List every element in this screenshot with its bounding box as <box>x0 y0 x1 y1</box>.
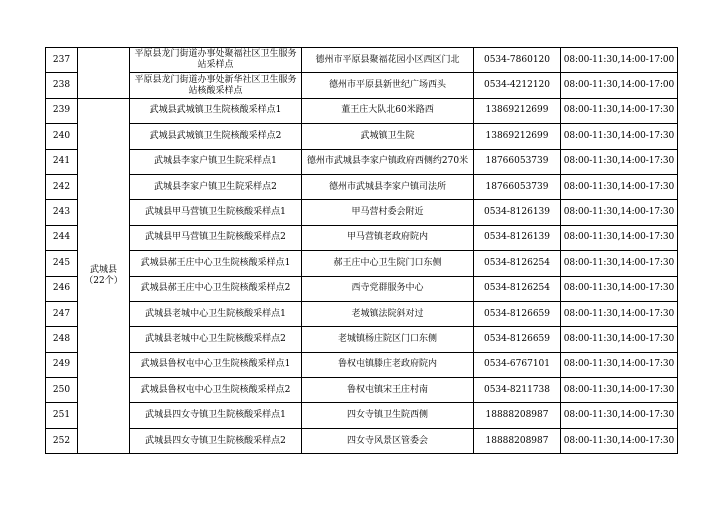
site-address: 郝王庄中心卫生院门口东侧 <box>302 251 474 276</box>
site-name: 武城县四女寺镇卫生院核酸采样点2 <box>130 428 302 453</box>
site-name: 武城县李家户镇卫生院采样点1 <box>130 149 302 174</box>
row-index: 246 <box>46 276 78 301</box>
site-phone: 0534-8126139 <box>474 200 561 225</box>
county-cell-prev <box>78 48 130 99</box>
table-row <box>46 403 678 428</box>
site-hours: 08:00-11:30,14:00-17:30 <box>561 378 678 403</box>
site-phone: 18766053739 <box>474 174 561 199</box>
table-row <box>46 301 678 326</box>
site-address: 四女寺镇卫生院西侧 <box>302 403 474 428</box>
site-hours: 08:00-11:30,14:00-17:00 <box>561 73 678 98</box>
site-phone: 0534-8126254 <box>474 276 561 301</box>
site-hours: 08:00-11:30,14:00-17:30 <box>561 200 678 225</box>
site-address: 德州市平原县新世纪广场西头 <box>302 73 474 98</box>
table-row <box>46 48 678 73</box>
row-index: 247 <box>46 301 78 326</box>
site-phone: 0534-8126659 <box>474 301 561 326</box>
site-address: 甲马营村委会附近 <box>302 200 474 225</box>
row-index: 249 <box>46 352 78 377</box>
site-address: 德州市武城县李家户镇司法所 <box>302 174 474 199</box>
site-phone: 0534-7860120 <box>474 48 561 73</box>
site-hours: 08:00-11:30,14:00-17:30 <box>561 251 678 276</box>
table-row <box>46 174 678 199</box>
site-address: 甲马营镇老政府院内 <box>302 225 474 250</box>
site-hours: 08:00-11:30,14:00-17:30 <box>561 276 678 301</box>
site-name: 武城县甲马营镇卫生院核酸采样点2 <box>130 225 302 250</box>
table-row <box>46 327 678 352</box>
site-hours: 08:00-11:30,14:00-17:30 <box>561 124 678 149</box>
table-row <box>46 98 678 123</box>
site-name: 武城县鲁权屯中心卫生院核酸采样点2 <box>130 378 302 403</box>
site-hours: 08:00-11:30,14:00-17:30 <box>561 98 678 123</box>
table-row <box>46 225 678 250</box>
table-row <box>46 428 678 453</box>
site-phone: 0534-8126254 <box>474 251 561 276</box>
table-row <box>46 149 678 174</box>
site-hours: 08:00-11:30,14:00-17:30 <box>561 403 678 428</box>
site-address: 鲁权屯镇滕庄老政府院内 <box>302 352 474 377</box>
site-name: 武城县郝王庄中心卫生院核酸采样点1 <box>130 251 302 276</box>
row-index: 243 <box>46 200 78 225</box>
table-row <box>46 124 678 149</box>
site-name: 武城县鲁权屯中心卫生院核酸采样点1 <box>130 352 302 377</box>
site-name: 武城县老城中心卫生院核酸采样点2 <box>130 327 302 352</box>
site-address: 德州市武城县李家户镇政府西侧约270米 <box>302 149 474 174</box>
row-index: 248 <box>46 327 78 352</box>
site-phone: 0534-8126659 <box>474 327 561 352</box>
site-name: 武城县四女寺镇卫生院核酸采样点1 <box>130 403 302 428</box>
table-row <box>46 378 678 403</box>
table-row <box>46 73 678 98</box>
site-address: 西寺党群服务中心 <box>302 276 474 301</box>
row-index: 241 <box>46 149 78 174</box>
site-address: 老城镇杨庄院区门口东侧 <box>302 327 474 352</box>
row-index: 239 <box>46 98 78 123</box>
table-row <box>46 251 678 276</box>
site-hours: 08:00-11:30,14:00-17:30 <box>561 174 678 199</box>
site-name: 武城县甲马营镇卫生院核酸采样点1 <box>130 200 302 225</box>
site-address: 武城镇卫生院 <box>302 124 474 149</box>
county-cell <box>78 98 130 453</box>
county-count: （22个） <box>84 276 123 287</box>
site-phone: 18888208987 <box>474 403 561 428</box>
row-index: 244 <box>46 225 78 250</box>
county-name: 武城县 <box>89 265 117 276</box>
site-name: 武城县武城镇卫生院核酸采样点1 <box>130 98 302 123</box>
site-hours: 08:00-11:30,14:00-17:30 <box>561 428 678 453</box>
site-hours: 08:00-11:30,14:00-17:30 <box>561 301 678 326</box>
row-index: 238 <box>46 73 78 98</box>
site-address: 四女寺风景区管委会 <box>302 428 474 453</box>
site-name: 武城县李家户镇卫生院采样点2 <box>130 174 302 199</box>
site-phone: 0534-8211738 <box>474 378 561 403</box>
site-name: 平原县龙门街道办事处聚福社区卫生服务站采样点 <box>130 48 302 73</box>
table-row <box>46 276 678 301</box>
site-phone: 0534-4212120 <box>474 73 561 98</box>
site-hours: 08:00-11:30,14:00-17:30 <box>561 225 678 250</box>
site-phone: 13869212699 <box>474 98 561 123</box>
sampling-sites-table <box>45 47 678 454</box>
row-index: 250 <box>46 378 78 403</box>
table-row <box>46 352 678 377</box>
site-name: 平原县龙门街道办事处新华社区卫生服务站核酸采样点 <box>130 73 302 98</box>
site-phone: 0534-8126139 <box>474 225 561 250</box>
site-address: 鲁权屯镇宋王庄村南 <box>302 378 474 403</box>
row-index: 242 <box>46 174 78 199</box>
site-phone: 18766053739 <box>474 149 561 174</box>
row-index: 237 <box>46 48 78 73</box>
site-phone: 18888208987 <box>474 428 561 453</box>
row-index: 240 <box>46 124 78 149</box>
row-index: 245 <box>46 251 78 276</box>
table-row <box>46 200 678 225</box>
site-name: 武城县武城镇卫生院核酸采样点2 <box>130 124 302 149</box>
row-index: 252 <box>46 428 78 453</box>
site-phone: 0534-6767101 <box>474 352 561 377</box>
site-address: 德州市平原县聚福花园小区西区门北 <box>302 48 474 73</box>
site-hours: 08:00-11:30,14:00-17:30 <box>561 327 678 352</box>
site-phone: 13869212699 <box>474 124 561 149</box>
site-name: 武城县老城中心卫生院核酸采样点1 <box>130 301 302 326</box>
site-name: 武城县郝王庄中心卫生院核酸采样点2 <box>130 276 302 301</box>
site-address: 董王庄大队北60米路西 <box>302 98 474 123</box>
site-hours: 08:00-11:30,14:00-17:30 <box>561 352 678 377</box>
site-address: 老城镇法院斜对过 <box>302 301 474 326</box>
row-index: 251 <box>46 403 78 428</box>
site-hours: 08:00-11:30,14:00-17:30 <box>561 149 678 174</box>
site-hours: 08:00-11:30,14:00-17:00 <box>561 48 678 73</box>
